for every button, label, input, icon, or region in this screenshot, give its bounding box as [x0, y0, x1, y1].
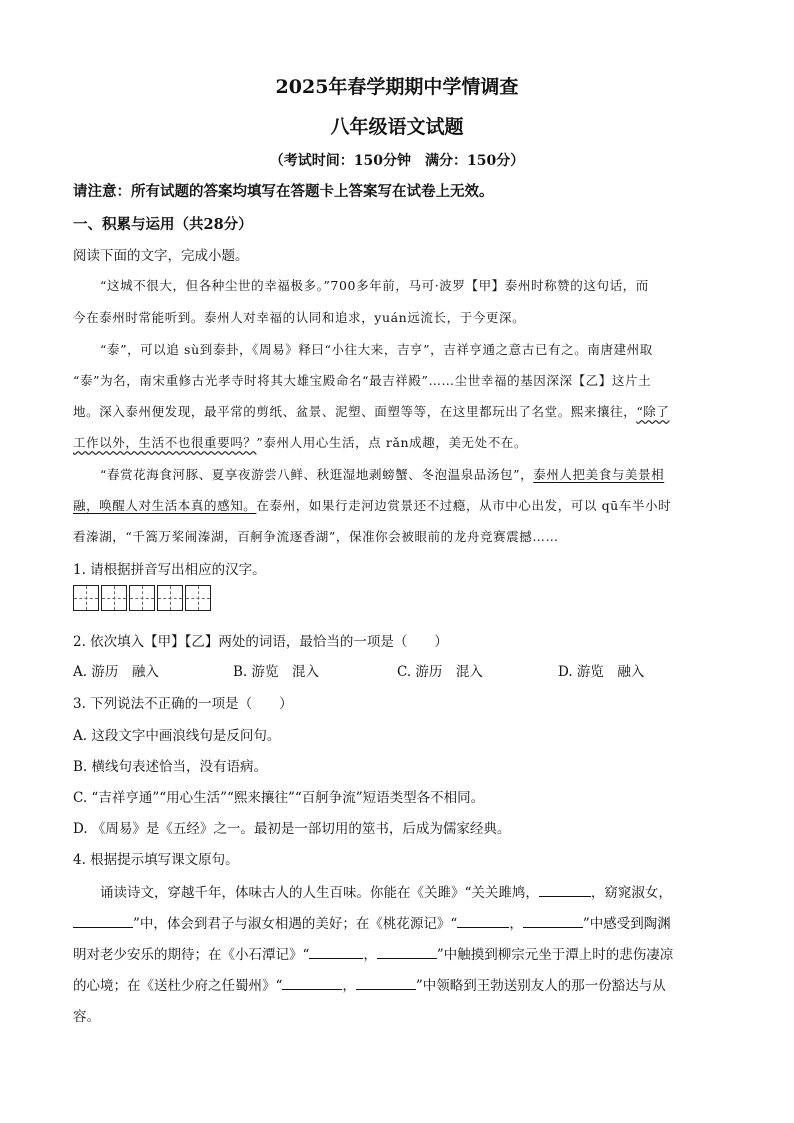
q4-text: 诵读诗文，穿越千年，体味古人的人生百味。你能在《关雎》“关关雎鸠，: [100, 885, 539, 901]
answer-cell[interactable]: [157, 585, 183, 611]
passage-line: [73, 402, 670, 420]
q2-option-c[interactable]: C. 游历 混入: [397, 664, 483, 680]
passage-line: [73, 433, 527, 451]
passage-line: “这城不很大，但各种尘世的幸福极多。”700多年前，马可·波罗【甲】泰州时称赞的这句话，而: [100, 278, 649, 293]
q4-text: ，: [509, 916, 523, 932]
question-4: 4. 根据提示填写课文原句。: [73, 852, 239, 868]
fill-blank[interactable]: [309, 944, 363, 959]
answer-cell[interactable]: [185, 585, 211, 611]
question-1: 1. 请根据拼音写出相应的汉字。: [73, 562, 266, 578]
passage-text: “春赏花海食河豚、夏享夜游尝八鲜、秋逛湿地剥螃蟹、冬泡温泉品汤包”，: [100, 467, 534, 482]
q4-text: ”中领略到王勃送别友人的那一份豁达与从: [415, 978, 666, 994]
q4-text: ”中触摸到柳宗元坐于潭上时的悲伤凄凉: [436, 947, 674, 963]
q3-option-c[interactable]: C. “吉祥亨通”“用心生活”“熙来攘往”“百舸争流”短语类型各不相同。: [73, 790, 485, 806]
fill-blank[interactable]: [539, 882, 591, 897]
q3-option-d[interactable]: D. 《周易》是《五经》之一。最初是一部切用的筮书，后成为儒家经典。: [73, 821, 511, 837]
q4-text: ”中，体会到君子与淑女相遇的美好；在《桃花源记》“: [133, 916, 458, 932]
exam-title: 2025年春学期期中学情调查: [275, 76, 519, 98]
q2-option-d[interactable]: D. 游览 融入: [558, 664, 645, 680]
answer-cell[interactable]: [129, 585, 155, 611]
passage-line: [100, 465, 664, 483]
fill-blank[interactable]: [73, 913, 133, 928]
fill-blank[interactable]: [377, 944, 437, 959]
exam-subtitle: 八年级语文试题: [330, 116, 464, 138]
answer-cell[interactable]: [73, 585, 99, 611]
wavy-underlined-sentence: “除了: [636, 404, 670, 419]
q4-text-line: [73, 974, 666, 994]
q3-option-a[interactable]: A. 这段文字中画浪线句是反问句。: [73, 728, 281, 744]
section-intro: 阅读下面的文字，完成小题。: [73, 248, 249, 264]
passage-line: 看溱湖，“千篙万桨闹溱湖，百舸争流逐香湖”，保准你会被眼前的龙舟竞赛震撼……: [73, 529, 559, 544]
fill-blank[interactable]: [356, 975, 416, 990]
wavy-underlined-sentence: 工作以外，生活不也很重要吗？: [73, 435, 257, 450]
passage-line: [73, 496, 671, 514]
q4-text: ，窈窕淑女，: [590, 885, 672, 901]
q4-text-line: [73, 912, 671, 932]
exam-info: （考试时间：150分钟 满分：150分）: [269, 153, 525, 169]
answer-grid: [73, 585, 213, 611]
fill-blank[interactable]: [523, 913, 583, 928]
q2-option-a[interactable]: A. 游历 融入: [73, 664, 159, 680]
q4-text: ”中感受到陶渊: [582, 916, 671, 932]
q2-option-b[interactable]: B. 游览 混入: [233, 664, 320, 680]
q4-text: 的心境；在《送杜少府之任蜀州》“: [73, 978, 283, 994]
q4-text: ，: [342, 978, 356, 994]
q4-text-line: [73, 943, 673, 963]
fill-blank[interactable]: [282, 975, 342, 990]
passage-line: “泰”为名，南宋重修古光孝寺时将其大雄宝殿命名“最吉祥殿”……尘世幸福的基因深深【乙】这片土: [73, 373, 652, 388]
answer-cell[interactable]: [101, 585, 127, 611]
question-2: 2. 依次填入【甲】【乙】两处的词语，最恰当的一项是（ ）: [73, 634, 448, 650]
passage-line: “泰”，可以追 sù到泰卦，《周易》释曰“小往大来，吉亨”，吉祥亨通之意古已有之。南唐建州取: [100, 342, 653, 357]
underlined-sentence: 泰州人把美食与美景相: [533, 467, 665, 482]
q4-text: ，: [363, 947, 377, 963]
passage-line: 今在泰州时常能听到。泰州人对幸福的认同和追求，yuán远流长，于今更深。: [73, 310, 526, 325]
q3-option-b[interactable]: B. 横线句表述恰当，没有语病。: [73, 759, 268, 775]
q4-text-line: [100, 881, 672, 901]
fill-blank[interactable]: [457, 913, 509, 928]
q4-text: 明对老少安乐的期待；在《小石潭记》“: [73, 947, 310, 963]
passage-text: 在泰州，如果行走河边赏景还不过瘾，从市中心出发，可以 qū车半小时: [256, 498, 672, 513]
passage-text: ”泰州人用心生活，点 rǎn成趣，美无处不在。: [256, 435, 528, 450]
question-3: 3. 下列说法不正确的一项是（ ）: [73, 696, 293, 712]
section-heading: 一、积累与运用（共28分）: [73, 216, 253, 233]
q4-text-line: 容。: [73, 1009, 100, 1025]
notice: 请注意：所有试题的答案均填写在答题卡上答案写在试卷上无效。: [73, 183, 494, 200]
passage-text: 地。深入泰州便发现，最平常的剪纸、盆景、泥塑、面塑等等，在这里都玩出了名堂。熙来攘往，: [73, 404, 637, 419]
underlined-sentence: 融，唤醒人对生活本真的感知。: [73, 498, 257, 513]
